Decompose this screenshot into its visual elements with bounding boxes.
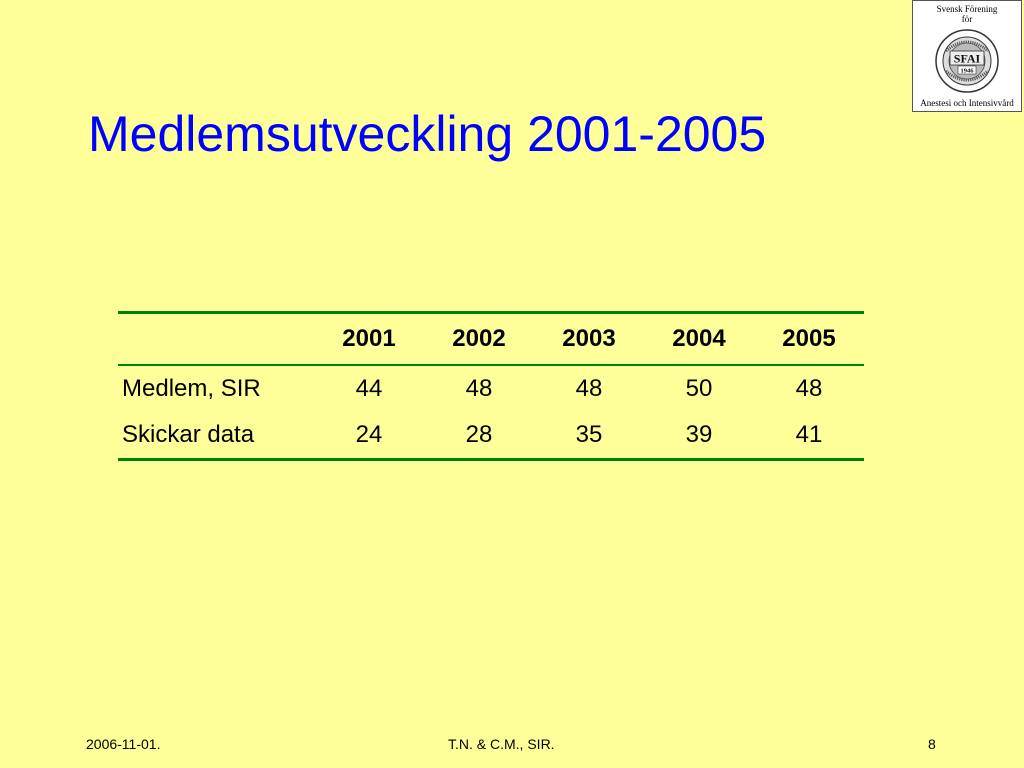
logo-emblem-year: 1946 <box>960 67 974 75</box>
table-row <box>118 365 864 412</box>
header-cell: 2003 <box>534 313 644 366</box>
row-label: Medlem, SIR <box>122 375 261 402</box>
table-cell: 24 <box>314 412 424 460</box>
page-number: 8 <box>928 736 936 752</box>
footer-author: T.N. & C.M., SIR. <box>448 736 555 752</box>
header-cell: 2005 <box>754 313 864 366</box>
logo-bottom-text: Anestesi och Intensivvård <box>920 98 1014 108</box>
logo-emblem-text: SFAI <box>953 51 981 66</box>
header-cell: 2001 <box>314 313 424 366</box>
row-label: Skickar data <box>118 412 314 460</box>
table-row <box>118 412 864 460</box>
table-header-row <box>118 313 864 366</box>
table-cell: 41 <box>754 412 864 460</box>
table-cell: 48 <box>795 375 823 402</box>
header-cell: 2002 <box>424 313 534 366</box>
slide-title: Medlemsutveckling 2001-2005 <box>88 106 767 162</box>
table-cell: 39 <box>644 412 754 460</box>
table-cell: 48 <box>465 375 493 402</box>
header-cell: 2004 <box>644 313 754 366</box>
table-cell: 35 <box>534 412 644 460</box>
logo-top-text: Svensk Förening <box>936 4 998 14</box>
table-cell: 48 <box>575 375 603 402</box>
sfai-emblem-icon <box>934 25 1000 97</box>
footer-date: 2006-11-01. <box>86 736 161 752</box>
table-cell: 28 <box>424 412 534 460</box>
logo-for-text: för <box>961 14 973 24</box>
sfai-logo <box>912 0 1022 112</box>
table-cell: 50 <box>685 375 713 402</box>
header-cell <box>118 313 314 366</box>
membership-table <box>118 311 864 461</box>
table-cell: 44 <box>355 375 383 402</box>
